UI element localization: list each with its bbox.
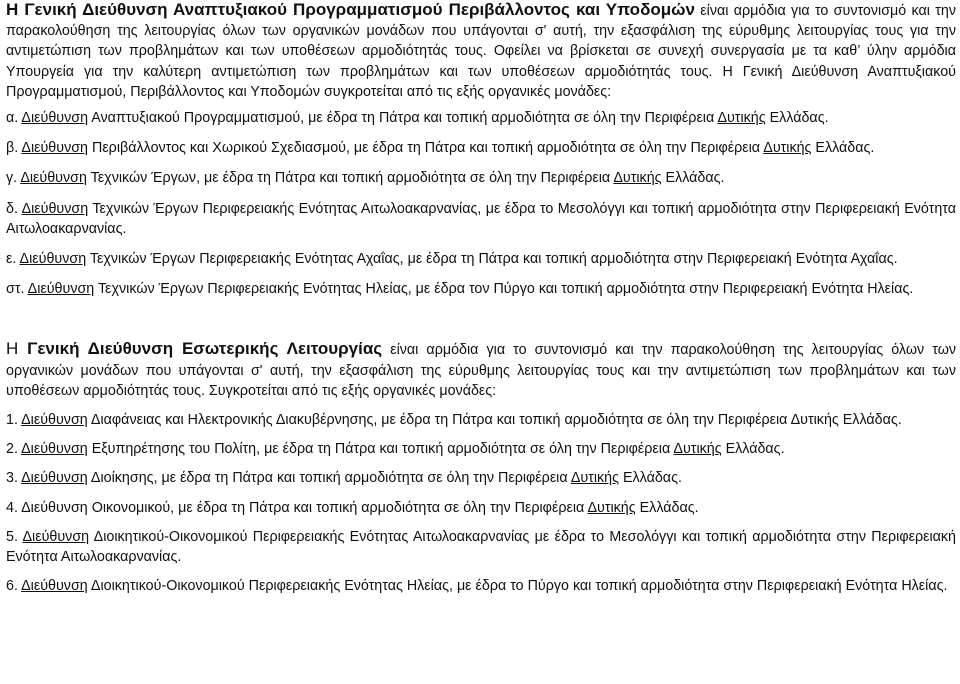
section1-item-d bbox=[6, 199, 956, 239]
item-region: Δυτικής bbox=[570, 470, 619, 487]
item-text: Εξυπηρέτησης του Πολίτη, με έδρα τη Πάτρα και τοπική αρμοδιότητα σε όλη την Περιφέρεια bbox=[87, 441, 674, 458]
item-name: Διεύθυνση bbox=[21, 110, 89, 127]
item-text: Διοικητικού-Οικονομικού Περιφερειακής Ενότητας Ηλείας, με έδρα το Πύργο και τοπική αρμοδιότητα στην Περιφερειακή Ενότητα Ηλείας. bbox=[87, 578, 948, 595]
item-tail: Ελλάδας. bbox=[619, 470, 682, 487]
section1-lead-prefix: Η bbox=[6, 0, 25, 19]
item-prefix: 5. bbox=[6, 528, 23, 545]
section1-item-c bbox=[6, 168, 956, 188]
item-prefix: α. bbox=[6, 110, 22, 127]
section1-intro-text: είναι αρμόδια για το συντονισμό και την παρακολούθηση της λειτουργίας όλων των οργανικών μονάδων που υπάγονται σ' αυτή, την εξασφάλιση της εύρυθμης λειτουργίας τους για την αντιμετώπιση των προβλημάτων και των υποθέσεων αρμοδιότητάς τους. Οφείλει να βρίσκεται σε συνεχή συνεργασία με τα καθ’ ύλην αρμόδια Υπουργεία για την καλύτερη αντιμετώπιση των προβλημάτων και των υποθέσεων αρμοδιότητάς τους. Η Γενική Διεύθυνση Αναπτυξιακού Προγραμματισμού, Περιβάλλοντος και Υποδομών συγκροτείται από τις εξής οργανικές μονάδες: bbox=[6, 3, 956, 100]
item-text: Τεχνικών Έργων Περιφερειακής Ενότητας Ηλείας, με έδρα τον Πύργο και τοπική αρμοδιότητα στην Περιφερειακή Ενότητα Ηλείας. bbox=[94, 281, 914, 298]
item-tail: Ελλάδας. bbox=[811, 140, 875, 157]
item-prefix: 2. bbox=[6, 441, 22, 458]
section2 bbox=[6, 339, 956, 596]
item-name: Διεύθυνση bbox=[20, 170, 87, 187]
section2-title: Γενική Διεύθυνση Εσωτερικής Λειτουργίας bbox=[27, 339, 383, 359]
item-text: Περιβάλλοντος και Χωρικού Σχεδιασμού, με έδρα τη Πάτρα και τοπική αρμοδιότητα σε όλη την Περιφέρεια bbox=[88, 140, 764, 157]
item-region: Δυτικής bbox=[673, 441, 722, 458]
item-prefix: στ. bbox=[6, 281, 28, 298]
section2-item-5 bbox=[6, 527, 956, 567]
item-text: Αναπτυξιακού Προγραμματισμού, με έδρα τη Πάτρα και τοπική αρμοδιότητα σε όλη την Περιφέρεια bbox=[88, 110, 718, 127]
item-prefix: δ. bbox=[6, 200, 22, 217]
item-prefix: ε. bbox=[6, 251, 20, 268]
item-text: Τεχνικών Έργων Περιφερειακής Ενότητας Αχαΐας, με έδρα τη Πάτρα και τοπική αρμοδιότητα στην Περιφερειακή Ενότητα Αχαΐας. bbox=[86, 251, 898, 268]
item-region: Δυτικής bbox=[763, 140, 812, 157]
item-prefix: 1. bbox=[6, 412, 22, 429]
item-prefix: γ. bbox=[6, 170, 21, 187]
item-tail: Ελλάδας. bbox=[721, 441, 785, 458]
section2-intro-text: είναι αρμόδια για το συντονισμό και την παρακολούθηση της λειτουργίας όλων των οργανικών μονάδων που υπάγονται σ' αυτή, την εξασφάλιση της εύρυθμης λειτουργίας τους και την αντιμετώπιση των προβλημάτων και των υποθέσεων αρμοδιότητάς τους. Συγκροτείται από τις εξής οργανικές μονάδες: bbox=[6, 342, 957, 399]
item-tail: Ελλάδας. bbox=[765, 110, 829, 127]
item-name: Διεύθυνση bbox=[27, 281, 95, 298]
section2-intro-paragraph bbox=[6, 339, 956, 401]
section1-item-b bbox=[6, 138, 956, 158]
section2-item-4 bbox=[6, 498, 956, 518]
item-prefix: 4. bbox=[6, 499, 22, 516]
item-text: Διαφάνειας και Ηλεκτρονικής Διακυβέρνησης, με έδρα τη Πάτρα και τοπική αρμοδιότητα σε όλη την Περιφέρεια Δυτικής Ελλάδας. bbox=[87, 412, 902, 429]
item-text: Διοίκησης, με έδρα τη Πάτρα και τοπική αρμοδιότητα σε όλη την Περιφέρεια bbox=[87, 470, 571, 487]
item-name: Διεύθυνση bbox=[21, 499, 88, 516]
item-prefix: 3. bbox=[6, 470, 22, 487]
section1-item-st bbox=[6, 279, 956, 299]
document-page bbox=[6, 0, 956, 596]
item-name: Διεύθυνση bbox=[21, 412, 88, 429]
item-tail: Ελλάδας. bbox=[661, 170, 725, 187]
item-tail: Ελλάδας. bbox=[635, 499, 699, 516]
section2-item-1 bbox=[6, 410, 956, 430]
item-name: Διεύθυνση bbox=[19, 251, 87, 268]
section1-item-e bbox=[6, 249, 956, 269]
section2-item-2 bbox=[6, 439, 956, 459]
section2-item-3 bbox=[6, 468, 956, 488]
section1-item-a bbox=[6, 108, 956, 128]
item-prefix: β. bbox=[6, 140, 22, 157]
item-text: Τεχνικών Έργων, με έδρα τη Πάτρα και τοπική αρμοδιότητα σε όλη την Περιφέρεια bbox=[86, 170, 614, 187]
item-name: Διεύθυνση bbox=[21, 140, 89, 157]
item-region: Δυτικής bbox=[613, 170, 662, 187]
section2-lead-prefix: Η bbox=[6, 339, 28, 359]
section1-intro-paragraph bbox=[6, 0, 956, 102]
item-text: Οικονομικού, με έδρα τη Πάτρα και τοπική αρμοδιότητα σε όλη την Περιφέρεια bbox=[87, 499, 588, 516]
item-name: Διεύθυνση bbox=[22, 528, 90, 545]
item-name: Διεύθυνση bbox=[21, 578, 88, 595]
item-text: Τεχνικών Έργων Περιφερειακής Ενότητας Αιτωλοακαρνανίας, με έδρα το Μεσολόγγι και τοπική αρμοδιότητα στην Περιφερειακή Ενότητα Αιτωλοακαρνανίας. bbox=[6, 200, 956, 237]
item-region: Δυτικής bbox=[587, 499, 636, 516]
item-name: Διεύθυνση bbox=[21, 200, 89, 217]
item-region: Δυτικής bbox=[717, 110, 766, 127]
section2-item-6 bbox=[6, 576, 956, 596]
item-name: Διεύθυνση bbox=[21, 441, 88, 458]
item-name: Διεύθυνση bbox=[21, 470, 88, 487]
item-prefix: 6. bbox=[6, 578, 22, 595]
section1-title: Γενική Διεύθυνση Αναπτυξιακού Προγραμματισμού Περιβάλλοντος και Υποδομών bbox=[24, 0, 695, 19]
item-text: Διοικητικού-Οικονομικού Περιφερειακής Ενότητας Αιτωλοακαρνανίας με έδρα το Μεσολόγγι και τοπική αρμοδιότητα στην Περιφερειακή Ενότητα Αιτωλοακαρνανίας. bbox=[6, 528, 957, 566]
